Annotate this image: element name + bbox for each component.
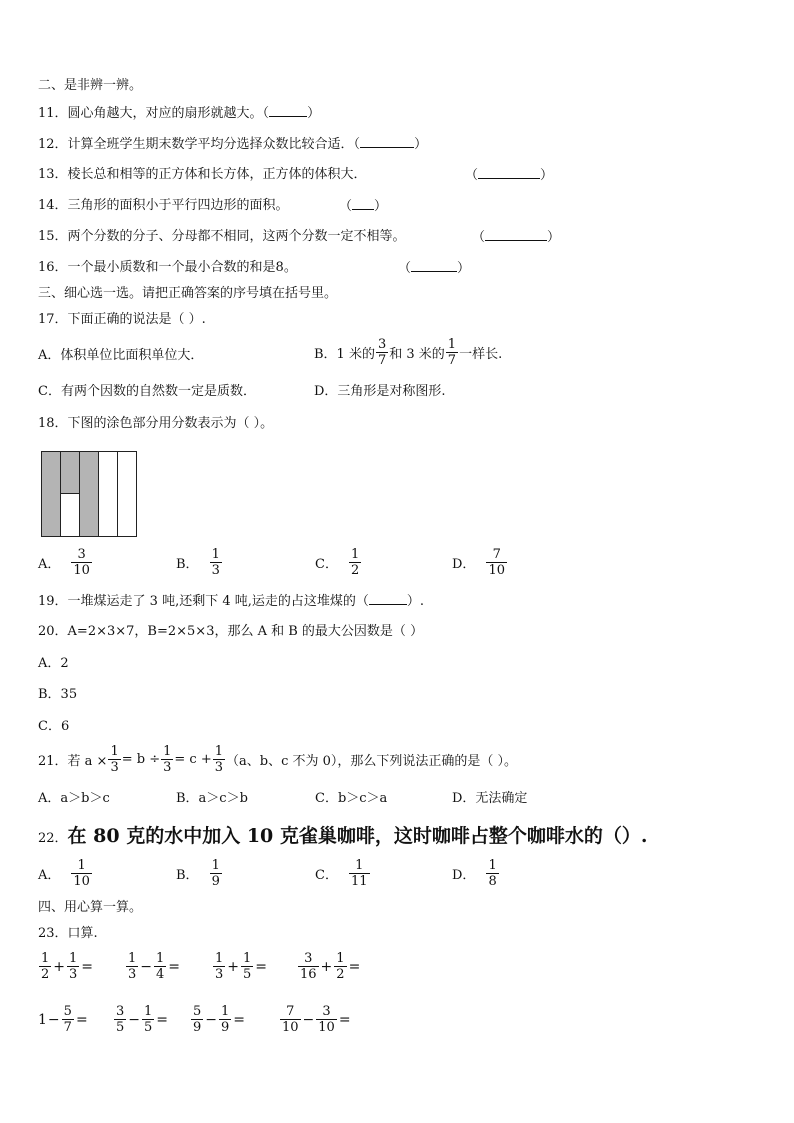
operator: − xyxy=(205,1011,218,1028)
q17-b-prefix: B．1 米的 xyxy=(314,347,375,362)
q18-option-a[interactable] xyxy=(38,547,93,578)
answer-blank[interactable] xyxy=(369,592,407,605)
numerator: 1 xyxy=(77,858,86,873)
denominator: 10 xyxy=(73,563,90,578)
question-13 xyxy=(38,166,367,184)
close-paren: ） xyxy=(307,106,321,121)
equals-sign: = xyxy=(233,1011,246,1028)
answer-blank[interactable] xyxy=(411,259,457,272)
option-label: C． xyxy=(315,557,338,572)
mental-math-expression-5 xyxy=(38,1004,89,1035)
q21-option-a[interactable]: A．a＞b＞c xyxy=(38,791,110,806)
denominator: 5 xyxy=(243,967,252,982)
fraction xyxy=(210,547,222,578)
q20-option-b[interactable]: B．35 xyxy=(38,687,78,702)
operator: + xyxy=(320,958,333,975)
numerator: 1 xyxy=(211,858,220,873)
whole-number: 1 xyxy=(38,1011,47,1028)
fraction xyxy=(241,951,253,982)
question-16 xyxy=(38,259,297,277)
fraction xyxy=(210,858,222,889)
denominator: 10 xyxy=(73,874,90,889)
denominator: 3 xyxy=(211,563,220,578)
numerator: 3 xyxy=(116,1004,125,1019)
denominator: 10 xyxy=(318,1020,335,1035)
answer-parens-14 xyxy=(339,197,387,216)
numerator: 1 xyxy=(156,951,165,966)
shaded-cell xyxy=(61,452,80,494)
q17-option-c[interactable]: C．有两个因数的自然数一定是质数． xyxy=(38,384,256,399)
numerator: 1 xyxy=(243,951,252,966)
denominator: 9 xyxy=(221,1020,230,1035)
numerator: 1 xyxy=(215,951,224,966)
operator: + xyxy=(227,958,240,975)
question-19 xyxy=(38,592,424,611)
fraction xyxy=(446,337,458,368)
numerator: 1 xyxy=(350,547,360,562)
open-paren: （ xyxy=(465,168,479,183)
numerator: 1 xyxy=(488,858,497,873)
fraction xyxy=(316,1004,337,1035)
fraction xyxy=(71,547,92,578)
fraction xyxy=(376,337,388,368)
fraction xyxy=(486,858,498,889)
open-paren: （ xyxy=(262,106,270,121)
q22-option-a[interactable] xyxy=(38,858,93,889)
equals-sign: = xyxy=(338,1011,351,1028)
q20-option-a[interactable]: A．2 xyxy=(38,656,69,671)
question-11 xyxy=(38,104,320,123)
option-label: B． xyxy=(176,557,199,572)
question-21-stem xyxy=(38,744,517,775)
q18-option-b[interactable] xyxy=(176,547,223,578)
numerator: 5 xyxy=(63,1004,72,1019)
numerator: 5 xyxy=(193,1004,202,1019)
mental-math-expression-3 xyxy=(212,951,268,982)
fraction xyxy=(334,951,346,982)
question-12 xyxy=(38,135,427,154)
q18-option-d[interactable] xyxy=(452,547,508,578)
q18-option-c[interactable] xyxy=(315,547,362,578)
question-23-stem: 23．口算. xyxy=(38,926,98,941)
mental-math-expression-7 xyxy=(190,1004,246,1035)
q17-b-middle: 和 3 米的 xyxy=(389,347,445,362)
mental-math-expression-4 xyxy=(297,951,361,982)
denominator: 7 xyxy=(447,353,457,368)
section-heading-4: 四、用心算一算。 xyxy=(38,900,143,915)
fraction xyxy=(154,951,166,982)
numerator: 1 xyxy=(214,744,224,759)
equals-sign: = xyxy=(75,1011,88,1028)
question-15 xyxy=(38,228,406,246)
q22-option-c[interactable] xyxy=(315,858,371,889)
numerator: 3 xyxy=(322,1004,331,1019)
q17-option-a[interactable]: A．体积单位比面积单位大． xyxy=(38,348,204,363)
denominator: 9 xyxy=(193,1020,202,1035)
open-paren: （ xyxy=(398,261,412,276)
numerator: 3 xyxy=(304,951,313,966)
denominator: 7 xyxy=(63,1020,72,1035)
operator: + xyxy=(53,958,66,975)
fraction xyxy=(486,547,507,578)
shaded-rectangle-figure xyxy=(41,451,137,537)
q21-prefix: 21．若 a × xyxy=(38,754,108,769)
fraction xyxy=(161,744,173,775)
numerator: 7 xyxy=(492,547,501,562)
q17-b-suffix: 一样长. xyxy=(459,347,503,362)
equals-sign: = xyxy=(81,958,94,975)
denominator: 2 xyxy=(41,967,50,982)
answer-blank[interactable] xyxy=(485,228,547,241)
option-label: D． xyxy=(452,868,476,883)
open-paren: （ xyxy=(339,199,353,214)
denominator: 8 xyxy=(488,874,497,889)
operator: − xyxy=(140,958,153,975)
answer-parens-15 xyxy=(472,228,560,247)
fraction xyxy=(62,1004,74,1035)
numerator: 1 xyxy=(128,951,137,966)
mental-math-expression-8 xyxy=(279,1004,352,1035)
question-18-stem: 18．下图的涂色部分用分数表示为（ ）。 xyxy=(38,416,274,431)
fraction xyxy=(71,858,92,889)
q21-option-b[interactable]: B．a＞c＞b xyxy=(176,791,248,806)
numerator: 3 xyxy=(77,547,86,562)
fraction xyxy=(142,1004,154,1035)
q17-option-b[interactable] xyxy=(314,337,502,368)
operator: − xyxy=(128,1011,141,1028)
equals-sign: = xyxy=(348,958,361,975)
fraction xyxy=(349,858,370,889)
denominator: 4 xyxy=(156,967,165,982)
shaded-cell xyxy=(42,452,61,537)
q17-option-d[interactable]: D．三角形是对称图形. xyxy=(314,384,446,399)
option-label: C． xyxy=(315,868,338,883)
denominator: 10 xyxy=(282,1020,299,1035)
option-label: B． xyxy=(176,868,199,883)
question-11-text: 11．圆心角越大，对应的扇形就越大。 xyxy=(38,106,263,121)
numerator: 1 xyxy=(336,951,345,966)
q21-option-c[interactable]: C．b＞c＞a xyxy=(315,791,388,806)
numerator: 1 xyxy=(110,744,119,759)
operator: − xyxy=(302,1011,315,1028)
numerator: 1 xyxy=(144,1004,153,1019)
question-19-end: ）. xyxy=(406,594,425,609)
denominator: 10 xyxy=(488,563,505,578)
close-paren: ） xyxy=(457,261,471,276)
close-paren: ） xyxy=(547,230,561,245)
answer-parens-13 xyxy=(465,166,553,185)
denominator: 3 xyxy=(163,760,172,775)
numerator: 1 xyxy=(447,337,457,352)
answer-blank[interactable] xyxy=(360,135,414,148)
denominator: 5 xyxy=(144,1020,153,1035)
operator: − xyxy=(47,1011,60,1028)
equals-sign: = xyxy=(255,958,268,975)
denominator: 3 xyxy=(110,760,119,775)
option-label: A． xyxy=(38,557,61,572)
equals-sign: = xyxy=(168,958,181,975)
numerator: 7 xyxy=(286,1004,295,1019)
q21-suffix: （a、b、c 不为 0），那么下列说法正确的是（ ）。 xyxy=(226,754,518,769)
q21-mid-2: = c + xyxy=(174,752,212,767)
question-15-text: 15．两个分数的分子、分母都不相同，这两个分数一定不相等。 xyxy=(38,229,406,244)
denominator: 2 xyxy=(336,967,345,982)
open-paren: （ xyxy=(472,230,486,245)
q21-option-d[interactable]: D．无法确定 xyxy=(452,791,528,806)
denominator: 3 xyxy=(69,967,78,982)
mental-math-expression-6 xyxy=(113,1004,169,1035)
fraction xyxy=(213,744,225,775)
question-22-text: 在 80 克的水中加入 10 克雀巢咖啡，这时咖啡占整个咖啡水的（）. xyxy=(67,825,648,847)
fraction xyxy=(219,1004,231,1035)
open-paren: （ xyxy=(353,137,361,152)
close-paren: ） xyxy=(374,199,388,214)
numerator: 1 xyxy=(41,951,50,966)
fraction xyxy=(298,951,319,982)
fraction xyxy=(67,951,79,982)
denominator: 2 xyxy=(350,563,360,578)
section-heading-2: 二、是非辨一辨。 xyxy=(38,78,143,93)
question-12-text: 12．计算全班学生期末数学平均分选择众数比较合适． xyxy=(38,137,354,152)
close-paren: ） xyxy=(414,137,428,152)
denominator: 3 xyxy=(128,967,137,982)
equals-sign: = xyxy=(156,1011,169,1028)
close-paren: ） xyxy=(540,168,554,183)
answer-blank[interactable] xyxy=(352,197,374,210)
question-16-text: 16．一个最小质数和一个最小合数的和是8。 xyxy=(38,260,297,275)
numerator: 1 xyxy=(221,1004,230,1019)
question-17-stem: 17．下面正确的说法是（ ）. xyxy=(38,312,206,327)
question-14-text: 14．三角形的面积小于平行四边形的面积。 xyxy=(38,198,289,213)
numerator: 1 xyxy=(355,858,364,873)
option-label: D． xyxy=(452,557,476,572)
fraction xyxy=(114,1004,126,1035)
answer-blank[interactable] xyxy=(478,166,540,179)
answer-blank[interactable] xyxy=(269,104,307,117)
q22-option-d[interactable] xyxy=(452,858,500,889)
fraction xyxy=(280,1004,301,1035)
denominator: 5 xyxy=(116,1020,125,1035)
section-heading-3: 三、细心选一选。请把正确答案的序号填在括号里。 xyxy=(38,286,338,301)
mental-math-expression-1 xyxy=(38,951,94,982)
denominator: 7 xyxy=(377,353,387,368)
question-13-text: 13．棱长总和相等的正方体和长方体，正方体的体积大． xyxy=(38,167,367,182)
fraction xyxy=(108,744,120,775)
fraction xyxy=(39,951,51,982)
question-22-stem xyxy=(38,825,648,848)
fraction xyxy=(191,1004,203,1035)
denominator: 16 xyxy=(300,967,317,982)
question-20-stem: 20．A=2×3×7，B=2×5×3，那么 A 和 B 的最大公因数是（ ） xyxy=(38,624,424,639)
shaded-cell xyxy=(80,452,99,537)
numerator: 1 xyxy=(211,547,220,562)
numerator: 1 xyxy=(69,951,78,966)
numerator: 1 xyxy=(163,744,172,759)
fraction xyxy=(349,547,361,578)
denominator: 3 xyxy=(214,760,224,775)
numerator: 3 xyxy=(377,337,387,352)
q20-option-c[interactable]: C．6 xyxy=(38,719,70,734)
answer-parens-16 xyxy=(398,259,470,278)
fraction xyxy=(126,951,138,982)
mental-math-expression-2 xyxy=(125,951,181,982)
question-14 xyxy=(38,197,289,215)
q21-mid-1: = b ÷ xyxy=(121,752,161,767)
fraction xyxy=(213,951,225,982)
denominator: 9 xyxy=(211,874,220,889)
option-label: A． xyxy=(38,868,61,883)
denominator: 3 xyxy=(215,967,224,982)
question-22-number: 22． xyxy=(38,831,68,846)
q22-option-b[interactable] xyxy=(176,858,223,889)
denominator: 11 xyxy=(350,874,368,889)
question-19-text: 19．一堆煤运走了 3 吨,还剩下 4 吨,运走的占这堆煤的（ xyxy=(38,594,369,609)
